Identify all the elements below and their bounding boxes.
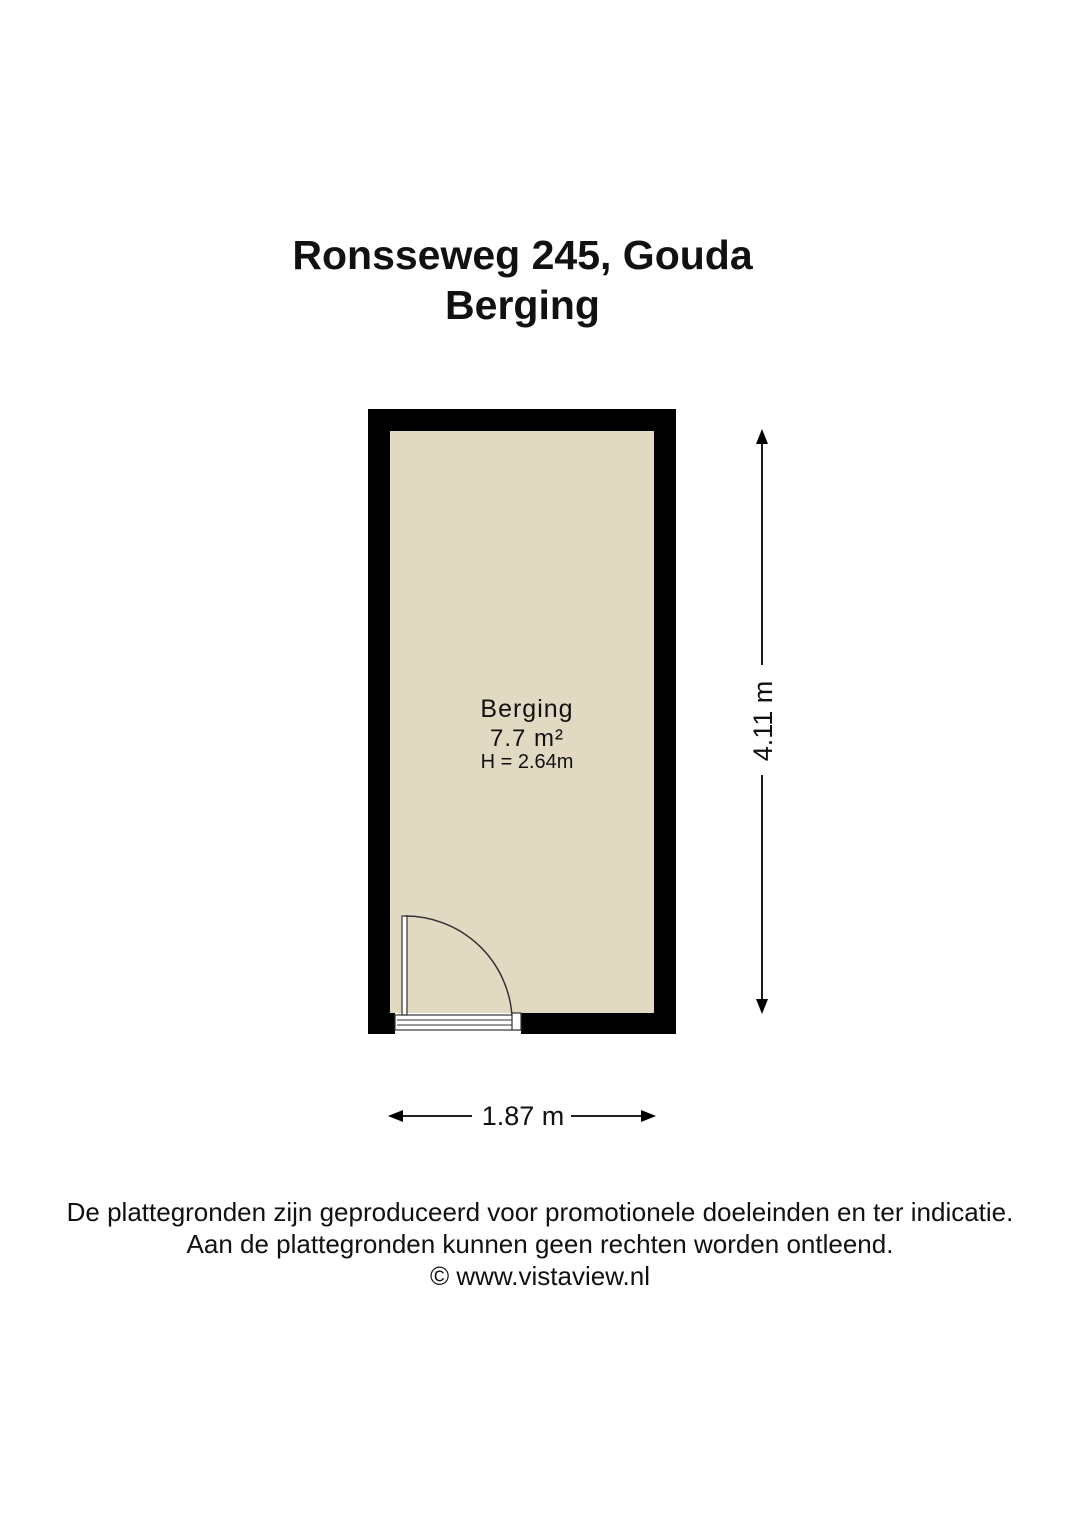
arrow-right-icon	[641, 1110, 656, 1122]
height-label: 4.11 m	[748, 680, 778, 762]
door-leaf	[402, 916, 407, 1015]
arrow-left-icon	[388, 1110, 403, 1122]
width-dimension	[388, 1101, 656, 1131]
wall-top	[368, 409, 676, 431]
wall-bottom-right	[521, 1013, 676, 1034]
room-name: Berging	[480, 695, 574, 723]
width-label: 1.87 m	[481, 1101, 565, 1131]
wall-left	[368, 409, 390, 1034]
arrow-up-icon	[756, 429, 768, 444]
wall-bottom-left	[368, 1013, 395, 1034]
room-area: 7.7 m²	[489, 725, 565, 752]
page-title: Ronsseweg 245, Gouda	[292, 232, 753, 278]
arrow-down-icon	[756, 999, 768, 1014]
door-threshold	[395, 1015, 521, 1030]
room-height: H = 2.64m	[480, 751, 574, 773]
door-jamb	[512, 1013, 521, 1030]
copyright-link[interactable]: © www.vistaview.nl	[430, 1261, 650, 1291]
disclaimer-line-2: Aan de plattegronden kunnen geen rechten worden ontleend.	[186, 1229, 894, 1259]
disclaimer-line-1: De plattegronden zijn geproduceerd voor promotionele doeleinden en ter indicatie.	[66, 1197, 1014, 1227]
floor-title: Berging	[445, 282, 600, 328]
wall-right	[654, 409, 676, 1034]
height-dimension	[748, 429, 778, 1014]
